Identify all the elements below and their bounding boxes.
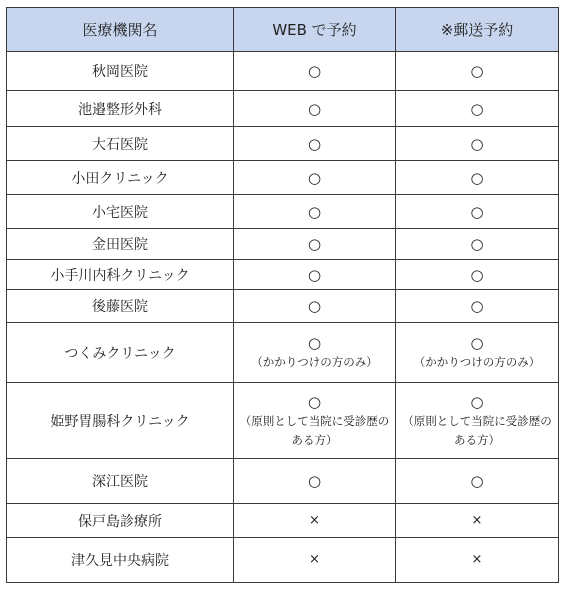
unavailable-mark: × — [471, 552, 483, 567]
table-row — [7, 127, 559, 161]
institution-name: 秋岡医院 — [7, 52, 234, 91]
table-header — [7, 8, 559, 52]
unavailable-mark: × — [471, 512, 483, 528]
availability-mark: ○ — [470, 62, 484, 80]
header-mail-reservation: ※郵送予約 — [396, 8, 559, 52]
web-cell — [234, 229, 396, 260]
institution-name: 津久見中央病院 — [7, 538, 234, 583]
web-cell — [234, 504, 396, 538]
web-cell — [234, 91, 396, 127]
mail-cell — [396, 195, 559, 229]
availability-mark: ○ — [307, 202, 322, 221]
mail-cell — [396, 52, 559, 91]
mail-cell — [396, 459, 559, 504]
table-row — [7, 459, 559, 504]
institution-name: つくみクリニック — [7, 323, 234, 383]
availability-mark: ○ — [470, 334, 484, 352]
availability-mark: ○ — [307, 472, 322, 490]
unavailable-mark: × — [309, 552, 320, 567]
header-institution: 医療機関名 — [7, 8, 234, 52]
availability-mark: ○ — [470, 392, 484, 411]
institution-name: 小手川内科クリニック — [7, 260, 234, 290]
institution-name: 後藤医院 — [7, 290, 234, 323]
mail-cell — [396, 260, 559, 290]
availability-note: （かかりつけの方のみ） — [413, 355, 541, 369]
web-cell — [234, 52, 396, 91]
mail-cell — [396, 127, 559, 161]
table-row — [7, 504, 559, 538]
table-body — [7, 52, 559, 583]
availability-mark: ○ — [470, 168, 484, 187]
web-cell — [234, 538, 396, 583]
availability-mark: ○ — [470, 134, 484, 153]
institution-name: 池邉整形外科 — [7, 91, 234, 127]
availability-mark: ○ — [470, 99, 484, 118]
mail-cell — [396, 229, 559, 260]
availability-mark: ○ — [307, 265, 322, 284]
mail-cell — [396, 538, 559, 583]
web-cell — [234, 383, 396, 459]
table-row — [7, 229, 559, 260]
institution-name: 深江医院 — [7, 459, 234, 504]
mail-cell — [396, 383, 559, 459]
web-cell — [234, 290, 396, 323]
institution-name: 小田クリニック — [7, 161, 234, 195]
availability-note: （原則として当院に受診歴のある方） — [402, 413, 552, 447]
availability-mark: ○ — [307, 99, 322, 118]
web-cell — [234, 127, 396, 161]
availability-mark: ○ — [307, 62, 322, 80]
institution-name: 保戸島診療所 — [7, 504, 234, 538]
availability-mark: ○ — [307, 334, 322, 352]
institution-name: 小宅医院 — [7, 195, 234, 229]
availability-note: （かかりつけの方のみ） — [251, 355, 378, 369]
table-row — [7, 290, 559, 323]
header-web-reservation: WEB で予約 — [234, 8, 396, 52]
web-cell — [234, 260, 396, 290]
table-row — [7, 195, 559, 229]
header-row — [7, 8, 559, 52]
institution-name: 金田医院 — [7, 229, 234, 260]
availability-mark: ○ — [470, 202, 484, 221]
table-row — [7, 161, 559, 195]
availability-mark: ○ — [307, 235, 322, 253]
mail-cell — [396, 323, 559, 383]
institution-name: 大石医院 — [7, 127, 234, 161]
table-row — [7, 260, 559, 290]
availability-mark: ○ — [307, 297, 322, 315]
table-row — [7, 323, 559, 383]
table-row — [7, 383, 559, 459]
table-row — [7, 52, 559, 91]
unavailable-mark: × — [309, 512, 320, 528]
availability-mark: ○ — [470, 265, 484, 284]
web-cell — [234, 161, 396, 195]
mail-cell — [396, 504, 559, 538]
availability-mark: ○ — [470, 472, 484, 490]
mail-cell — [396, 161, 559, 195]
availability-note: （原則として当院に受診歴のある方） — [239, 413, 390, 447]
institution-name: 姫野胃腸科クリニック — [7, 383, 234, 459]
availability-mark: ○ — [307, 134, 322, 153]
availability-mark: ○ — [307, 168, 322, 187]
availability-mark: ○ — [307, 392, 322, 411]
web-cell — [234, 323, 396, 383]
table-row — [7, 91, 559, 127]
reservation-table — [6, 7, 559, 583]
availability-mark: ○ — [470, 297, 484, 315]
mail-cell — [396, 91, 559, 127]
mail-cell — [396, 290, 559, 323]
web-cell — [234, 459, 396, 504]
availability-mark: ○ — [470, 235, 484, 253]
reservation-table-container — [6, 7, 558, 583]
web-cell — [234, 195, 396, 229]
table-row — [7, 538, 559, 583]
